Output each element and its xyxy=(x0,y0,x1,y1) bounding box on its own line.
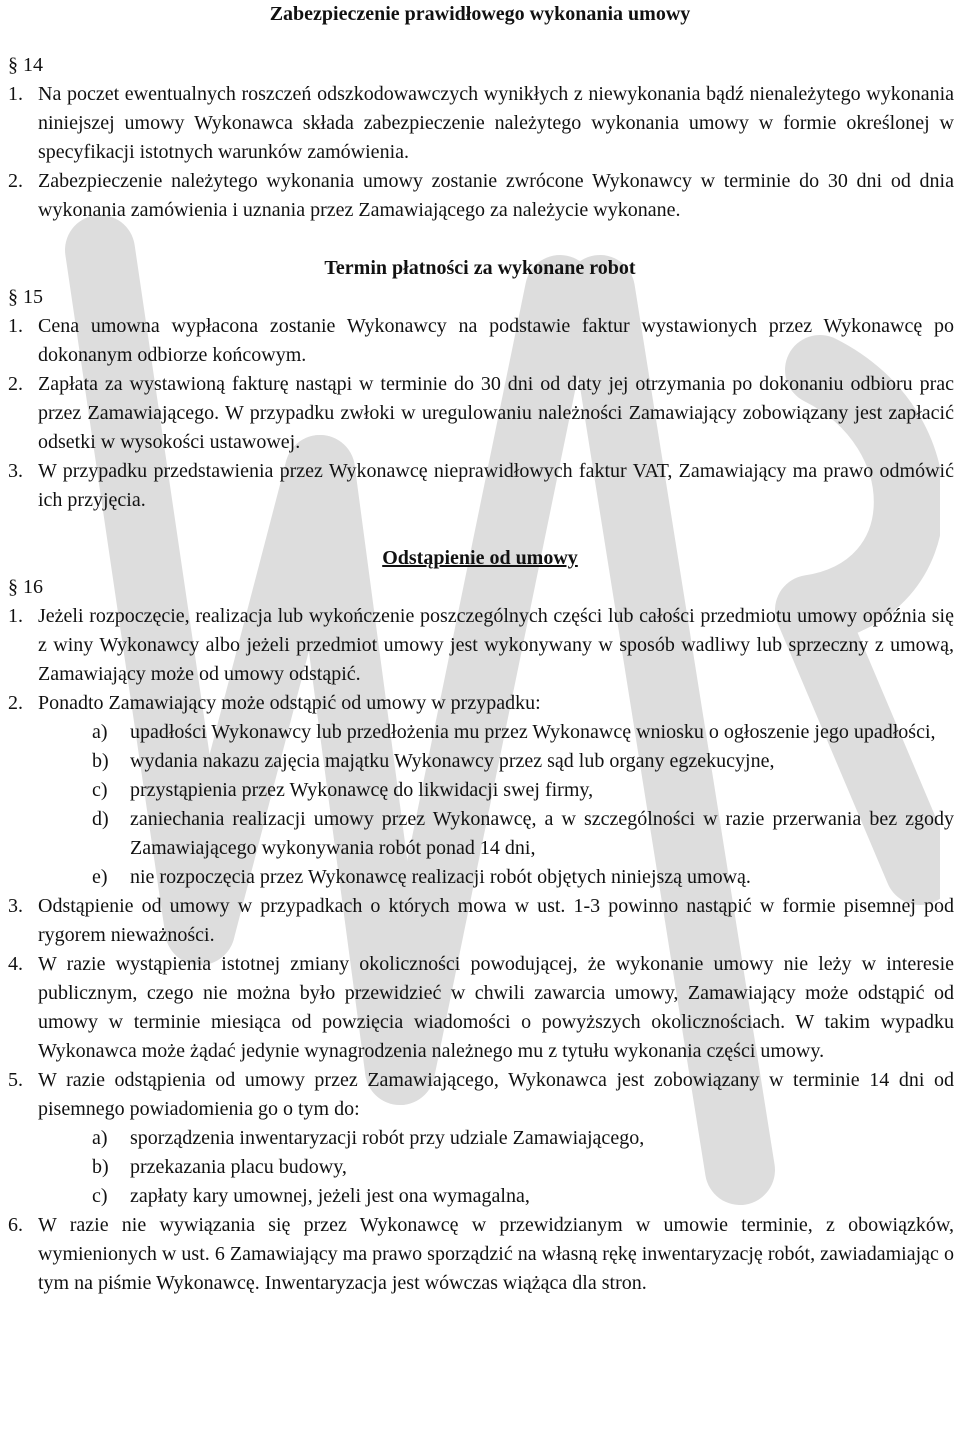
section-16-title: Odstąpienie od umowy xyxy=(382,547,578,569)
sub-item-text: zaniechania realizacji umowy przez Wykonawcę, a w szczególności w razie przerwania bez zgody Zamawiającego wykonywania robót ponad 14 dni, xyxy=(130,808,954,859)
item-number: 3. xyxy=(8,460,23,482)
item-text: Ponadto Zamawiający może odstąpić od umowy w przypadku: xyxy=(38,692,541,714)
list-item xyxy=(0,1066,960,1124)
item-text: Na poczet ewentualnych roszczeń odszkodowawczych wynikłych z niewykonania bądź nienależytego wykonania niniejszej umowy Wykonawca składa zabezpieczenie należytego wykonania umowy w formie określonej w specyfikacji istotnych warunków zamówienia. xyxy=(38,83,954,163)
sub-item-letter: c) xyxy=(92,1185,108,1207)
sub-item xyxy=(0,776,960,805)
list-item xyxy=(0,892,960,950)
item-text: Odstąpienie od umowy w przypadkach o których mowa w ust. 1-3 powinno nastąpić w formie pisemnej pod rygorem nieważności. xyxy=(38,895,954,946)
item-number: 3. xyxy=(8,895,23,917)
section-number: 15 xyxy=(23,286,43,308)
list-item xyxy=(0,80,960,167)
item-text: W razie odstąpienia od umowy przez Zamawiającego, Wykonawca jest zobowiązany w terminie 14 dni od pisemnego powiadomienia go o tym do: xyxy=(38,1069,954,1120)
item-number: 4. xyxy=(8,953,23,975)
sub-item-text: przekazania placu budowy, xyxy=(130,1156,347,1178)
section-16-number: § 16 xyxy=(8,576,43,598)
item-text: Jeżeli rozpoczęcie, realizacja lub wykończenie poszczególnych części lub całości przedmiotu umowy opóźnia się z winy Wykonawcy albo jeżeli przedmiot umowy jest wykonywany w sposób wadliwy lub sprzeczny z umową, Zamawiający może od umowy odstąpić. xyxy=(38,605,954,685)
item-text: W razie nie wywiązania się przez Wykonawcę w przewidzianym w umowie terminie, z obowiązków, wymienionych w ust. 6 Zamawiający ma prawo sporządzić na własną rękę inwentaryzację robót, zawiadamiając o tym na piśmie Wykonawcę. Inwentaryzacja jest wówczas wiążąca dla stron. xyxy=(38,1214,954,1294)
sub-item-letter: d) xyxy=(92,808,109,830)
sub-item xyxy=(0,747,960,776)
section-number: 14 xyxy=(23,54,43,76)
list-item xyxy=(0,950,960,1066)
section-number: 16 xyxy=(23,576,43,598)
list-item xyxy=(0,167,960,225)
item-number: 1. xyxy=(8,605,23,627)
section-14-title: Zabezpieczenie prawidłowego wykonania umowy xyxy=(269,3,691,25)
sub-item-letter: b) xyxy=(92,750,109,772)
item-number: 2. xyxy=(8,373,23,395)
sub-item xyxy=(0,863,960,892)
item-number: 2. xyxy=(8,170,23,192)
list-item xyxy=(0,602,960,689)
sub-item-letter: b) xyxy=(92,1156,109,1178)
sub-item-text: przystąpienia przez Wykonawcę do likwidacji swej firmy, xyxy=(130,779,594,801)
sub-item-letter: a) xyxy=(92,721,108,743)
item-text: Cena umowna wypłacona zostanie Wykonawcy na podstawie faktur wystawionych przez Wykonawcę po dokonanym odbiorze końcowym. xyxy=(38,315,954,366)
item-text: Zapłata za wystawioną fakturę nastąpi w terminie do 30 dni od daty jej otrzymania po dokonaniu odbioru prac przez Zamawiającego. W przypadku zwłoki w uregulowaniu należności Zamawiający zobowiązany jest zapłacić odsetki w wysokości ustawowej. xyxy=(38,373,954,453)
sub-item-text: sporządzenia inwentaryzacji robót przy udziale Zamawiającego, xyxy=(130,1127,645,1149)
sub-item-letter: a) xyxy=(92,1127,108,1149)
sub-item xyxy=(0,1124,960,1153)
sub-item xyxy=(0,718,960,747)
section-14-number: § 14 xyxy=(8,54,43,76)
section-15-number: § 15 xyxy=(8,286,43,308)
item-number: 2. xyxy=(8,692,23,714)
item-text: W przypadku przedstawienia przez Wykonawcę nieprawidłowych faktur VAT, Zamawiający ma prawo odmówić ich przyjęcia. xyxy=(38,460,954,511)
item-number: 1. xyxy=(8,315,23,337)
sub-item xyxy=(0,1182,960,1211)
sub-item-text: nie rozpoczęcia przez Wykonawcę realizacji robót objętych niniejszą umową. xyxy=(130,866,751,888)
sub-item-letter: c) xyxy=(92,779,108,801)
item-number: 1. xyxy=(8,83,23,105)
sub-item-letter: e) xyxy=(92,866,108,888)
sub-item xyxy=(0,1153,960,1182)
section-15-title: Termin płatności za wykonane robot xyxy=(324,257,636,279)
item-text: W razie wystąpienia istotnej zmiany okoliczności powodującej, że wykonanie umowy nie leży w interesie publicznym, czego nie można było przewidzieć w chwili zawarcia umowy, Zamawiający może odstąpić od umowy w terminie miesiąca od powzięcia wiadomości o powyższych okolicznościach. W takim wypadku Wykonawca może żądać jedynie wynagrodzenia należnego mu z tytułu wykonania części umowy. xyxy=(38,953,954,1062)
item-number: 5. xyxy=(8,1069,23,1091)
sub-item-text: wydania nakazu zajęcia majątku Wykonawcy przez sąd lub organy egzekucyjne, xyxy=(130,750,775,772)
sub-item-text: upadłości Wykonawcy lub przedłożenia mu przez Wykonawcę wniosku o ogłoszenie jego upadłości, xyxy=(130,721,936,743)
list-item xyxy=(0,370,960,457)
item-number: 6. xyxy=(8,1214,23,1236)
list-item xyxy=(0,689,960,718)
list-item xyxy=(0,312,960,370)
item-text: Zabezpieczenie należytego wykonania umowy zostanie zwrócone Wykonawcy w terminie do 30 dni od dnia wykonania zamówienia i uznania przez Zamawiającego za należycie wykonane. xyxy=(38,170,954,221)
sub-item-text: zapłaty kary umownej, jeżeli jest ona wymagalna, xyxy=(130,1185,530,1207)
sub-item xyxy=(0,805,960,863)
list-item xyxy=(0,457,960,515)
list-item xyxy=(0,1211,960,1298)
